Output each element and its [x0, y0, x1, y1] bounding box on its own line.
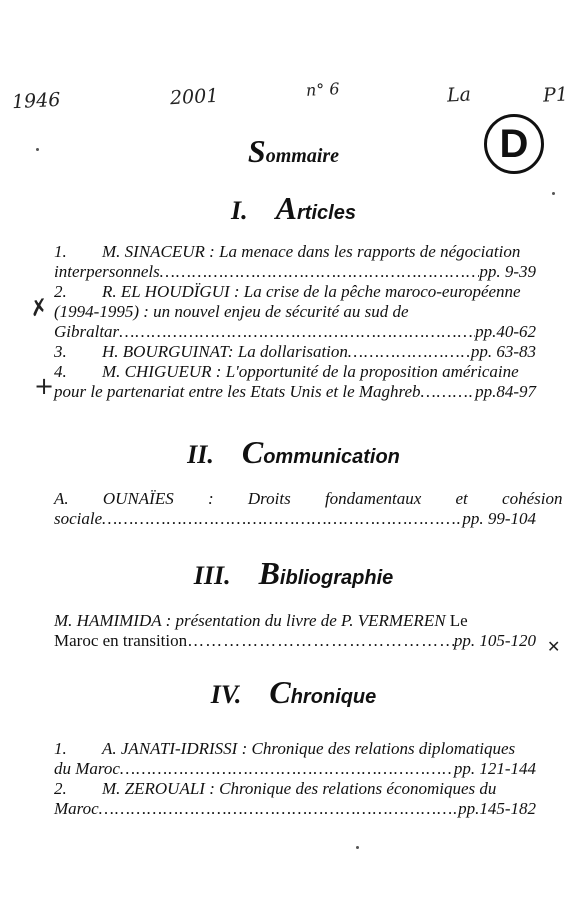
entry-text-cont: pour le partenariat entre les Etats Unis et le Maghreb — [54, 382, 421, 401]
toc-entry — [54, 611, 536, 651]
scan-speck — [552, 192, 555, 195]
leader-dots — [120, 759, 454, 779]
chronique-list — [54, 739, 536, 819]
entry-pages: pp.40-62 — [475, 322, 536, 341]
margin-cross-mark-icon: ✗ — [27, 294, 51, 323]
leader-dots — [119, 322, 475, 342]
handwritten-note-issue-year: 2001 — [169, 84, 219, 110]
section-number: III. — [193, 561, 231, 590]
handwritten-note-la: La — [446, 83, 472, 107]
entry-text: M. HAMIMIDA : présentation du livre de P. VERMEREN — [54, 611, 446, 630]
entry-text: M. CHIGUEUR : L'opportunité de la proposition américaine — [102, 362, 519, 381]
section-cap: C — [269, 674, 291, 710]
leader-dots — [99, 799, 458, 819]
entry-text: M. ZEROUALI : Chronique des relations économiques du — [102, 779, 497, 798]
section-rest: ibliographie — [279, 567, 394, 589]
bibliographie-list — [54, 611, 536, 651]
section-number: II. — [187, 440, 214, 469]
entry-pages: pp. 9-39 — [479, 262, 536, 281]
toc-entry — [54, 242, 536, 282]
entry-number: 4. — [54, 362, 67, 381]
toc-entry — [54, 282, 536, 342]
section-heading-chronique — [0, 674, 587, 711]
leader-dots — [421, 382, 476, 402]
toc-entry — [54, 489, 563, 529]
entry-pages: pp.145-182 — [458, 799, 536, 818]
section-cap: B — [258, 555, 280, 591]
leader-dots — [348, 342, 471, 362]
section-heading-bibliographie — [0, 555, 587, 592]
section-rest: ommunication — [263, 446, 400, 468]
entry-text: A. OUNAÏES : Droits fondamentaux et cohésion — [54, 489, 563, 508]
entry-text-cont: du Maroc — [54, 759, 120, 778]
scan-speck — [356, 846, 359, 849]
title-cap: S — [247, 133, 266, 169]
entry-text: H. BOURGUINAT: La dollarisation — [102, 342, 348, 361]
entry-pages: pp.84-97 — [475, 382, 536, 401]
entry-text-cont: (1994-1995) : un nouvel enjeu de sécurité au sud de — [54, 302, 409, 321]
entry-number: 2. — [54, 282, 67, 301]
handwritten-note-year: 1946 — [11, 88, 61, 114]
entry-text: M. SINACEUR : La menace dans les rapports de négociation — [102, 242, 521, 261]
leader-dots — [160, 262, 480, 282]
entry-number: 1. — [54, 242, 67, 261]
entry-text-tail: Le — [449, 611, 468, 630]
entry-text: R. EL HOUDÏGUI : La crise de la pêche maroco-européenne — [102, 282, 521, 301]
margin-plus-mark-icon: + — [34, 372, 55, 400]
articles-list — [54, 242, 536, 402]
entry-text: A. JANATI-IDRISSI : Chronique des relations diplomatiques — [102, 739, 516, 758]
entry-text-cont: sociale — [54, 509, 103, 528]
entry-pages: pp. 63-83 — [470, 342, 536, 361]
entry-pages: pp. 121-144 — [453, 759, 536, 778]
title-rest: ommaire — [265, 145, 340, 167]
entry-text-cont: Maroc en transition — [54, 631, 188, 650]
entry-pages: pp. 99-104 — [462, 509, 536, 528]
stamp-d: D — [484, 114, 544, 174]
leader-dots — [102, 509, 462, 529]
section-cap: A — [275, 190, 298, 226]
toc-entry — [54, 779, 536, 819]
scan-speck — [36, 148, 39, 151]
page-title — [0, 133, 587, 170]
section-heading-articles — [0, 190, 587, 227]
section-heading-communication — [0, 434, 587, 471]
margin-x-mark-icon: ✕ — [547, 637, 561, 656]
section-cap: C — [241, 434, 264, 470]
entry-text-cont: Gibraltar — [54, 322, 120, 341]
entry-text-cont: Maroc — [54, 799, 99, 818]
toc-entry — [54, 342, 536, 362]
section-rest: hronique — [290, 686, 377, 708]
toc-entry — [54, 362, 536, 402]
entry-pages: pp. 105-120 — [453, 631, 536, 650]
entry-number: 3. — [54, 342, 67, 361]
toc-entry — [54, 739, 536, 779]
communication-list — [54, 489, 563, 529]
entry-number: 2. — [54, 779, 67, 798]
section-number: IV. — [210, 680, 242, 709]
section-number: I. — [231, 196, 248, 225]
handwritten-note-number: n° 6 — [305, 79, 341, 100]
section-rest: rticles — [297, 202, 356, 224]
entry-text-cont: interpersonnels — [54, 262, 160, 281]
leader-dots — [187, 631, 454, 651]
entry-number: 1. — [54, 739, 67, 758]
handwritten-note-p1: P1 — [542, 83, 569, 107]
